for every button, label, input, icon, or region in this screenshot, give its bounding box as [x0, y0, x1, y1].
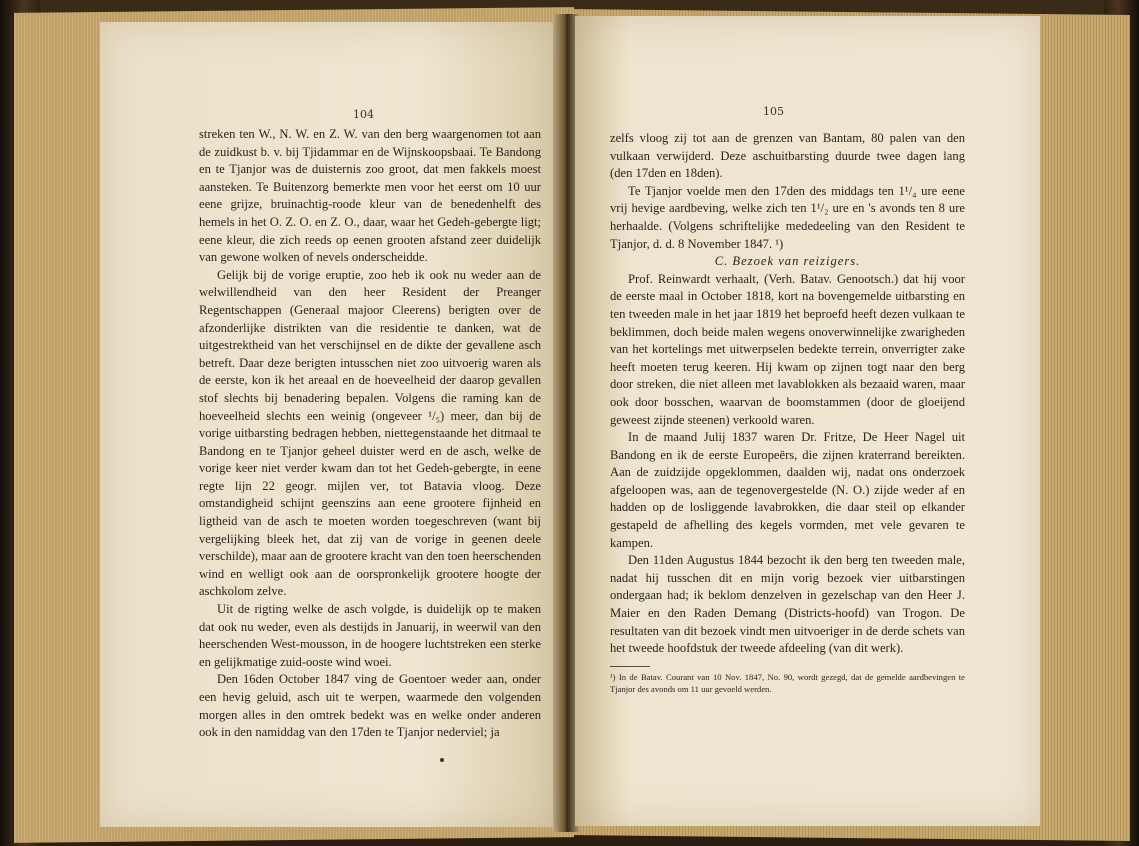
- page-number: 104: [353, 108, 374, 121]
- section-title: C. Bezoek van reizigers.: [714, 254, 861, 269]
- right-page: [575, 16, 1040, 826]
- paragraph: streken ten W., N. W. en Z. W. van den berg waargenomen tot aan de zuidkust b. v. bij Tjidammar en de Wijnskoopsbaai. Te Bandong en te Tjanjor was de duisternis zoo groot, dat men fakkels moest aansteken. Te Buitenzorg bemerkte men voor het eerst om 10 uur eene grijze, bruinachtig-roode kleur van de benedenhelft des hemels in het O. Z. O. en Z. O., daar, waar het Gedeh-gebergte ligt; eene kleur, die zich reeds op eenen grooten afstand zeer duidelijk van gewone wolken of nevels onderscheidde.: [199, 127, 541, 265]
- footnote: ¹) In de Batav. Courant van 10 Nov. 1847, No. 90, wordt gezegd, dat de gemelde aardbevingen te Tjanjor des avonds om 11 uur gevoeld werden.: [610, 671, 965, 694]
- paragraph: Den 11den Augustus 1844 bezocht ik den berg ten tweeden male, nadat hij tusschen dit en mijn vorig bezoek vier uitbarstingen ondergaan had; ik beklom denzelven in gezelschap van den Heer J. Maier en den Raden Demang (Districts-hoofd) van Trogon. De resultaten van dit bezoek vindt men uitvoeriger in de derde schets van het tweede hoofdstuk der tweede afdeeling (van dit werk).: [610, 553, 965, 656]
- paragraph: Den 16den October 1847 ving de Goentoer weder aan, onder een hevig geluid, asch uit te werpen, waarmede den volgenden morgen alles in den omtrek bedekt was en welke onder anderen ook in den namiddag van den 17den te Tjanjor nederviel; ja: [199, 672, 541, 740]
- page-number: 105: [763, 105, 784, 118]
- paragraph: zelfs vloog zij tot aan de grenzen van Bantam, 80 palen van den vulkaan verwijderd. Deze aschuitbarsting duurde twee dagen lang (den 17den en 18den).: [610, 131, 965, 181]
- paragraph: Uit de rigting welke de asch volgde, is duidelijk op te maken dat ook nu weder, even als destijds in Januarij, in weerwil van den heerschenden West-mousson, in de hoogere luchtstreken een sterke en gelijkmatige zuid-ooste wind woei.: [199, 602, 541, 669]
- footnote-rule: [610, 666, 650, 667]
- right-page-paragraphs-top: [610, 130, 965, 253]
- paragraph: Gelijk bij de vorige eruptie, zoo heb ik ook nu weder aan de welwillendheid van den heer Resident der Preanger Regentschappen (Generaal majoor Cleerens) berigten over de afzonderlijke distrikten van die residentie te danken, wat de uitgestrektheid van het verschijnsel en de dikte der gevallene asch betreft. Daar deze berigten intusschen niet zoo uitvoerig waren als de eerste, kon ik het areaal en de hoeveelheid der daarop gevallen stof slechts bij benadering bepalen. Volgens die raming kan de hoeveelheid slechts een weinig (ongeveer ¹/₅) meer, dan bij de vorige uitbarsting bedragen hebben, niettegenstaande het ditmaal te Bandong en te Tjanjor geheel duister werd en de asch, welke de vorige keer niet verder kwam dan tot het Gedeh-gebergte, in eene regte lijn 22 geogr. mijlen ver, tot Batavia vloog. Deze omstandigheid schijnt geenszins aan eene grootere fijnheid en ligtheid van de asch te moeten worden toegeschreven (want bij vergelijking bleek het, dat zij van de vorige in geenen deele verschilde), maar aan de grootere kracht van den toen heerschenden wind en welligt ook aan de oorspronkelijk grootere hoogte der aschkolom zelve.: [199, 267, 541, 599]
- left-page: [100, 22, 560, 827]
- left-page-body: [199, 126, 541, 742]
- paragraph: Prof. Reinwardt verhaalt, (Verh. Batav. Genootsch.) dat hij voor de eerste maal in October 1818, kort na bovengemelde uitbarsting en ten tweeden male in het jaar 1819 het beproefd heeft dezen vulkaan te beklimmen, doch beide malen wegens onoverwinnelijke zwarigheden van het kortelings met uitwerpselen bedekte terrein, onverrigter zake heeft moeten terug keeren. Hij kwam op zijnen togt naar den berg door streken, die niet alleen met lavablokken als bezaaid waren, maar ook door bosschen, waarvan de boomstammen (door de gloeijend geweest zijnde steenen) verkoold waren.: [610, 271, 965, 427]
- paragraph: In de maand Julij 1837 waren Dr. Fritze, De Heer Nagel uit Bandong en ik de eerste Europeërs, die zijnen kraterrand bereikten. Aan de zuidzijde opgeklommen, daalden wij, nadat ons onderzoek afgeloopen was, aan de tegenovergestelde (N. O.) zijde weder af en hadden op de losliggende lavabrokken, die daar steil op elkander gestapeld de afhelling des kegels vormden, met vele gevaren te kampen.: [610, 430, 965, 550]
- right-page-body: [610, 130, 965, 695]
- paragraph: Te Tjanjor voelde men den 17den des middags ten 1¹/₄ ure eene vrij hevige aardbeving, welke zich ten 1¹/₂ ure en 's avonds ten 8 ure herhaalde. (Volgens schriftelijke mededeeling van den Resident te Tjanjor, d. d. 8 November 1847. ¹): [610, 183, 965, 251]
- right-page-paragraphs-bottom: [610, 271, 965, 658]
- page-mark: [440, 758, 444, 762]
